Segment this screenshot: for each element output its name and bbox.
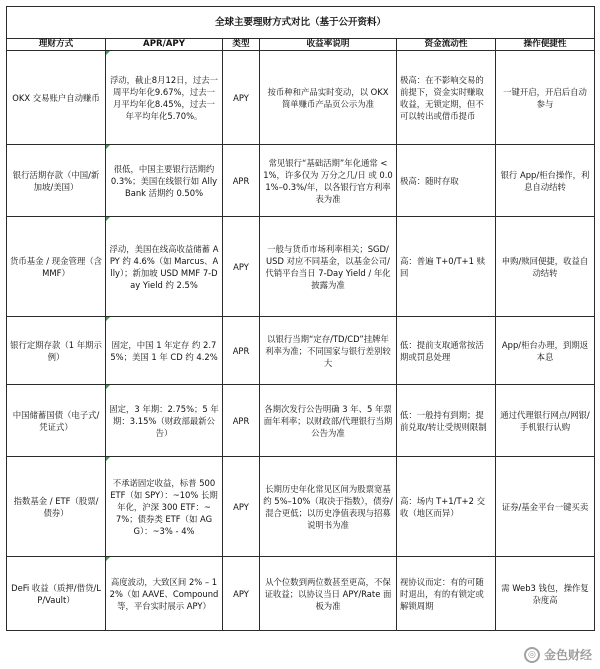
cell-liquidity: 高：场内 T+1/T+2 交收（地区而异） [397, 457, 496, 557]
cell-yield: 以银行当期“定存/TD/CD”挂牌年利率为准；不同国家与银行差别较大 [260, 317, 397, 385]
table-row [7, 317, 595, 385]
cell-ops: 通过代理银行网点/网银/手机银行认购 [496, 385, 595, 457]
comparison-table [6, 6, 595, 631]
cell-liquidity: 视协议而定：有的可随时退出，有的有锁定或解锁周期 [397, 557, 496, 631]
table-row [7, 51, 595, 145]
table-row [7, 145, 595, 217]
cell-name: 指数基金 / ETF（股票/债券） [7, 457, 106, 557]
header-apr: APR/APY [106, 39, 223, 51]
cell-type: APR [223, 385, 260, 457]
cell-type: APY [223, 51, 260, 145]
cell-liquidity: 极高：在不影响交易的前提下，资金实时赚取收益，无锁定期，但不可以转出或借币提币 [397, 51, 496, 145]
cell-apr: 固定，3 年期：2.75%；5 年期：3.15%（财政部最新公告） [106, 385, 223, 457]
comparison-document [6, 6, 594, 631]
header-ops: 操作便捷性 [496, 39, 595, 51]
cell-ops: 需 Web3 钱包，操作复杂度高 [496, 557, 595, 631]
cell-liquidity: 高：普遍 T+0/T+1 赎回 [397, 217, 496, 317]
cell-apr: 浮动，美国在线高收益储蓄 APY 约 4.6%（如 Marcus、Ally）；新加坡 USD MMF 7-Day Yield 约 2.5% [106, 217, 223, 317]
cell-ops: 一键开启，开启后自动参与 [496, 51, 595, 145]
table-row [7, 557, 595, 631]
cell-type: APY [223, 457, 260, 557]
cell-apr: 浮动，截止8月12日，过去一周平均年化9.67%，过去一月平均年化8.45%，过去一年平均年化5.70%。 [106, 51, 223, 145]
cell-type: APR [223, 145, 260, 217]
cell-name: 银行定期存款（1 年期示例） [7, 317, 106, 385]
jinse-logo-icon: ◎ [524, 647, 540, 663]
cell-yield: 各期次发行公告明确 3 年、5 年票面年利率；以财政部/代理银行当期公告为准 [260, 385, 397, 457]
cell-type: APR [223, 317, 260, 385]
cell-name: OKX 交易账户自动赚币 [7, 51, 106, 145]
cell-name: 货币基金 / 现金管理（含 MMF） [7, 217, 106, 317]
cell-apr: 很低，中国主要银行活期约 0.3%；美国在线银行如 Ally Bank 活期约 0.50% [106, 145, 223, 217]
cell-apr: 固定，中国 1 年定存 约 2.75%；美国 1 年 CD 约 4.2% [106, 317, 223, 385]
cell-liquidity: 低：提前支取通常按活期或罚息处理 [397, 317, 496, 385]
cell-name: 银行活期存款（中国/新加坡/美国） [7, 145, 106, 217]
cell-apr: 不承诺固定收益，标普 500 ETF（如 SPY）：~10% 长期年化，沪深 300 ETF：~7%；债券类 ETF（如 AGG）：~3% - 4% [106, 457, 223, 557]
watermark [524, 646, 592, 663]
cell-type: APY [223, 217, 260, 317]
header-liquidity: 资金流动性 [397, 39, 496, 51]
cell-ops: 申购/赎回便捷，收益自动结转 [496, 217, 595, 317]
table-title: 全球主要理财方式对比（基于公开资料） [6, 6, 595, 38]
cell-ops: 银行 App/柜台操作，利息自动结转 [496, 145, 595, 217]
table-row [7, 217, 595, 317]
cell-liquidity: 低：一般持有到期；提前兑取/转让受规则限制 [397, 385, 496, 457]
header-type: 类型 [223, 39, 260, 51]
cell-yield: 一般与货币市场利率相关；SGD/ USD 对应不同基金，以基金公司/代销平台当日 7-Day Yield / 年化披露为准 [260, 217, 397, 317]
cell-name: 中国储蓄国债（电子式/凭证式） [7, 385, 106, 457]
cell-ops: 证券/基金平台一键买卖 [496, 457, 595, 557]
header-yield: 收益率说明 [260, 39, 397, 51]
cell-type: APY [223, 557, 260, 631]
header-name: 理财方式 [7, 39, 106, 51]
table-row [7, 457, 595, 557]
cell-ops: App/柜台办理，到期返本息 [496, 317, 595, 385]
cell-liquidity: 极高：随时存取 [397, 145, 496, 217]
cell-yield: 从个位数到两位数甚至更高，不保证收益；以协议当日 APY/Rate 面板为准 [260, 557, 397, 631]
cell-apr: 高度波动，大致区间 2% – 12%（如 AAVE、Compound 等，平台实时展示 APY） [106, 557, 223, 631]
header-row [7, 39, 595, 51]
watermark-text: 金色财经 [543, 648, 592, 662]
table-row [7, 385, 595, 457]
cell-yield: 常见银行“基础活期”年化通常 <1%，许多仅为 万分之几/日 或 0.01%–0.3%/年，以各银行官方利率表为准 [260, 145, 397, 217]
cell-yield: 按币种和产品实时变动，以 OKX 简单赚币产品页公示为准 [260, 51, 397, 145]
cell-yield: 长期历史年化常见区间为股票宽基约 5%–10%（取决于指数），债券/混合更低；以历史净值表现与招募说明书为准 [260, 457, 397, 557]
cell-name: DeFi 收益（质押/借贷/LP/Vault） [7, 557, 106, 631]
